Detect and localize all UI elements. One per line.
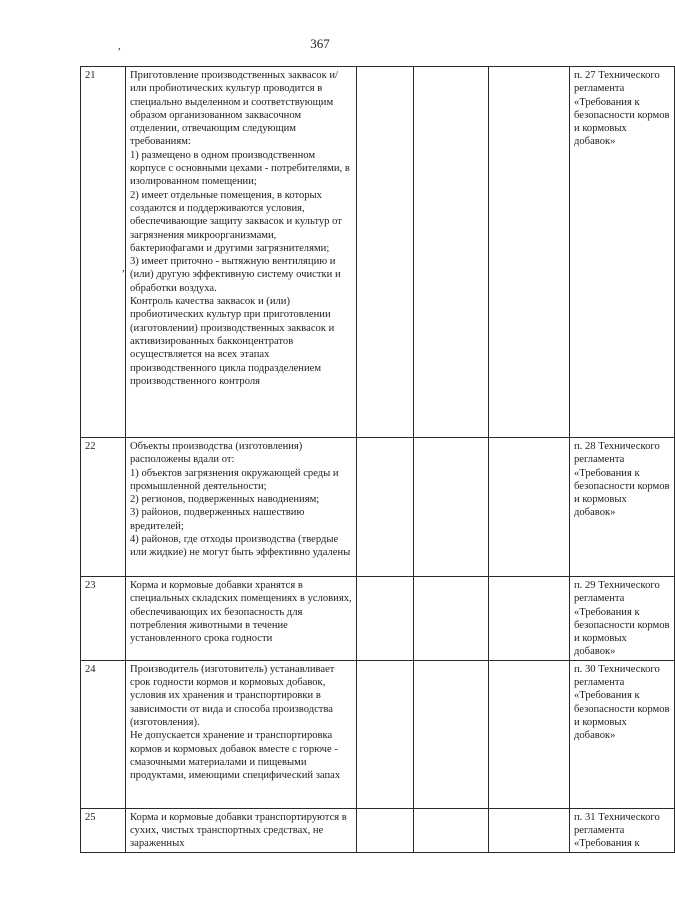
empty-cell	[414, 808, 489, 852]
scan-mark: ,	[118, 40, 121, 52]
empty-cell	[357, 808, 414, 852]
empty-cell	[489, 577, 570, 661]
table-row	[81, 808, 675, 852]
regulation-reference: п. 27 Технического регламента «Требования к безопасности кормов и кормовых добавок»	[570, 67, 675, 438]
regulation-reference: п. 31 Технического регламента «Требования к	[570, 808, 675, 852]
requirement-text: Производитель (изготовитель) устанавливает срок годности кормов и кормовых добавок, условия их хранения и транспортировки в зависимости от вида и способа производства (изготовления). Не допускается хранение и транспортировка кормов и кормовых добавок вместе с горюче - смазочными материалами и пищевыми продуктами, имеющими специфический запах	[126, 660, 357, 808]
row-number: 23	[81, 577, 126, 661]
empty-cell	[414, 577, 489, 661]
empty-cell	[489, 438, 570, 577]
table-row	[81, 67, 675, 438]
row-number: 24	[81, 660, 126, 808]
page-number: 367	[310, 36, 330, 51]
requirement-text: Объекты производства (изготовления) расположены вдали от: 1) объектов загрязнения окружающей среды и промышленной деятельности; 2) регионов, подверженных наводнениям; 3) районов, подверженных нашествию вредителей; 4) районов, где отходы производства (твердые или жидкие) не могут быть эффективно удалены	[126, 438, 357, 577]
empty-cell	[489, 660, 570, 808]
table-row	[81, 438, 675, 577]
requirements-table	[80, 66, 675, 853]
empty-cell	[489, 808, 570, 852]
regulation-reference: п. 28 Технического регламента «Требования к безопасности кормов и кормовых добавок»	[570, 438, 675, 577]
empty-cell	[414, 67, 489, 438]
scan-mark: ,	[122, 262, 125, 274]
requirement-text: Приготовление производственных заквасок и/или пробиотических культур проводится в специально выделенном и соответствующим образом организованном заквасочном отделении, отвечающим следующим требованиям: 1) размещено в одном производственном корпусе с основными цехами - потребителями, в изолированном помещении; 2) имеет отдельные помещения, в которых создаются и поддерживаются условия, обеспечивающие защиту заквасок и культур от загрязнения микроорганизмами, бактериофагами и другими загрязнителями; 3) имеет приточно - вытяжную вентиляцию и (или) другую эффективную систему очистки и обработки воздуха. Контроль качества заквасок и (или) пробиотических культур при приготовлении (изготовлении) производственных заквасок и активизированных бакконцентратов осуществляется на всех этапах производственного цикла подразделением производственного контроля	[126, 67, 357, 438]
empty-cell	[357, 577, 414, 661]
regulation-reference: п. 30 Технического регламента «Требования к безопасности кормов и кормовых добавок»	[570, 660, 675, 808]
empty-cell	[357, 660, 414, 808]
empty-cell	[357, 438, 414, 577]
empty-cell	[414, 660, 489, 808]
row-number: 25	[81, 808, 126, 852]
requirement-text: Корма и кормовые добавки транспортируются в сухих, чистых транспортных средствах, не зараженных	[126, 808, 357, 852]
table-row	[81, 660, 675, 808]
empty-cell	[357, 67, 414, 438]
row-number: 21	[81, 67, 126, 438]
table-row	[81, 577, 675, 661]
requirement-text: Корма и кормовые добавки хранятся в специальных складских помещениях в условиях, обеспечивающих их безопасность для потребления животными в течение установленного срока годности	[126, 577, 357, 661]
empty-cell	[414, 438, 489, 577]
row-number: 22	[81, 438, 126, 577]
regulation-reference: п. 29 Технического регламента «Требования к безопасности кормов и кормовых добавок»	[570, 577, 675, 661]
empty-cell	[489, 67, 570, 438]
